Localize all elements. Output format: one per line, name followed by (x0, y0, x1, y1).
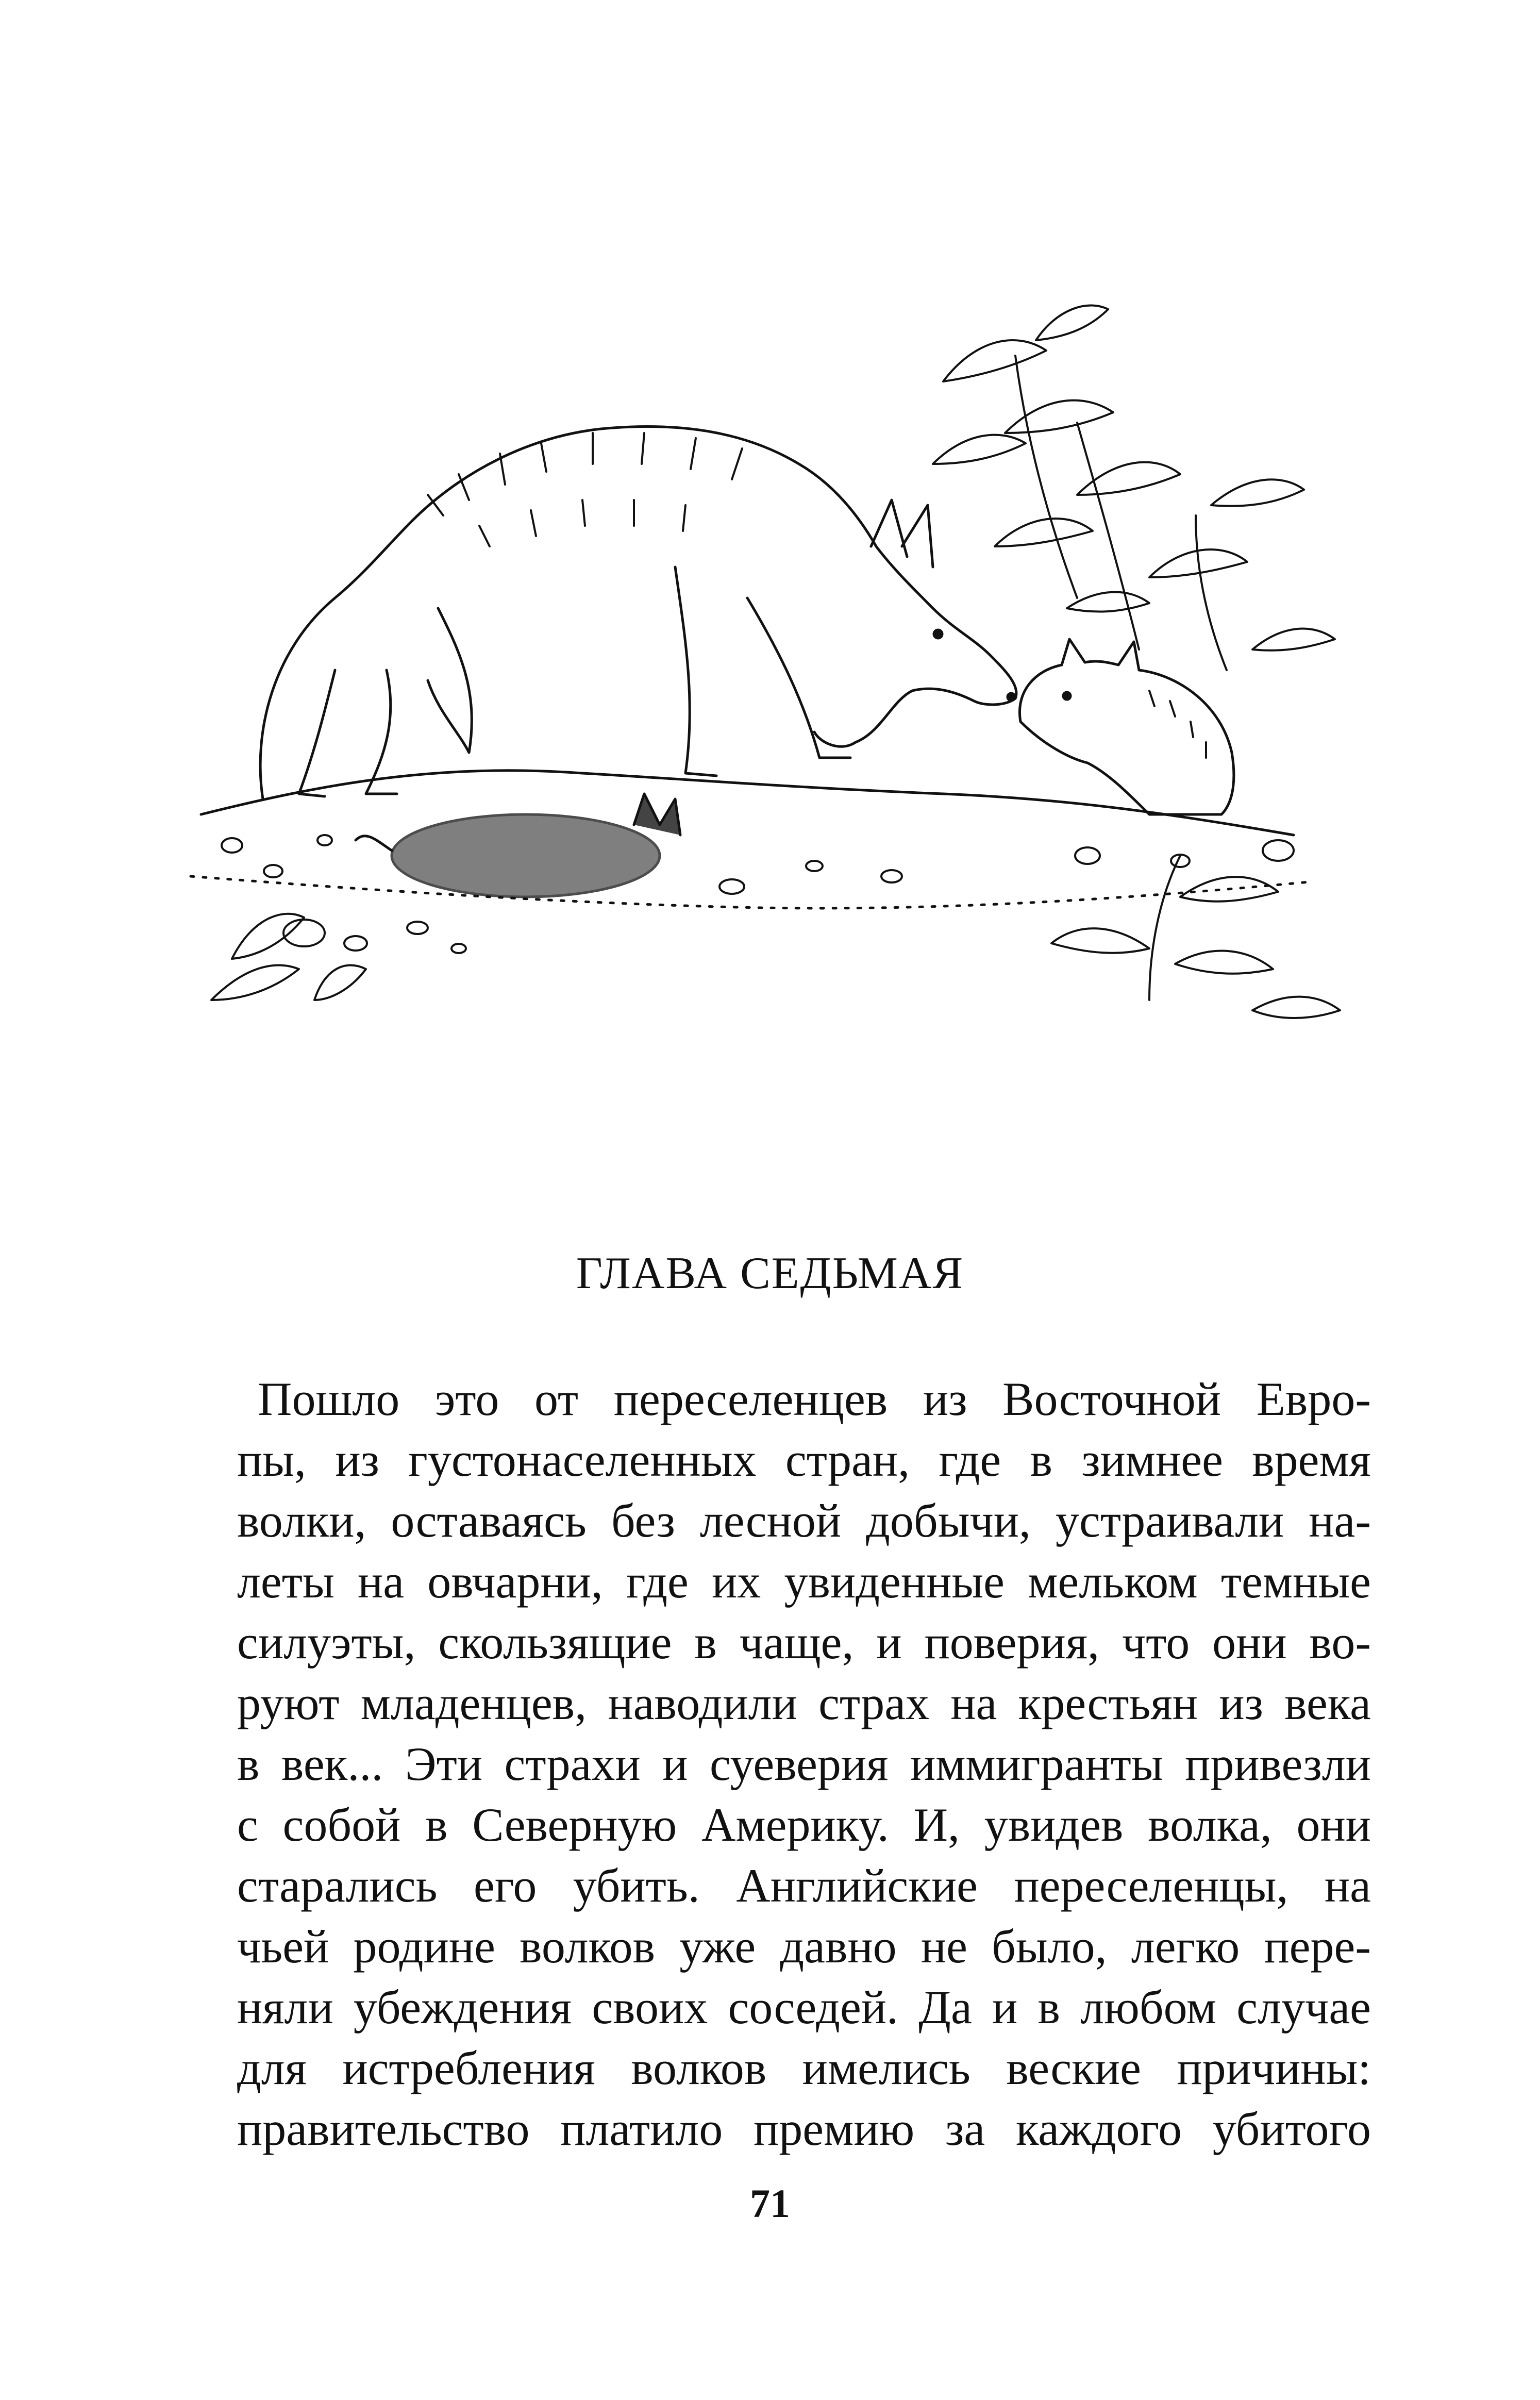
text-line: волки, оставаясь без лесной добычи, устраивали на- (237, 1494, 1371, 1547)
ground-mound (201, 771, 1294, 835)
text-line: для истребления волков имелись веские причины: (237, 2042, 1371, 2094)
page-number: 71 (750, 2181, 790, 2226)
text-line: руют младенцев, наводили страх на крестьян из века (237, 1677, 1371, 1729)
bush-leaves (933, 306, 1335, 671)
bottom-left-plant (211, 914, 366, 1000)
text-line: няли убеждения своих соседей. Да и в любом случае (237, 1981, 1371, 2034)
cub-left-lying (356, 794, 680, 897)
text-line: Пошло это от переселенцев из Восточной Евро- (258, 1373, 1371, 1425)
wolf-illustration (170, 278, 1366, 1072)
text-line: с собой в Северную Америку. И, увидев волка, они (237, 1798, 1371, 1851)
chapter-title: ГЛАВА СЕДЬМАЯ (576, 1248, 964, 1298)
text-line: силуэты, скользящие в чаще, и поверия, что они во- (237, 1616, 1371, 1669)
text-line: правительство платило премию за каждого убитого (237, 2103, 1371, 2155)
wolf-outline (260, 427, 1016, 799)
text-line: чьей родине волков уже давно не было, легко пере- (237, 1920, 1371, 1973)
text-line: пы, из густонаселенных стран, где в зимнее время (237, 1434, 1371, 1486)
text-line: леты на овчарни, где их увиденные мельком темные (237, 1555, 1371, 1608)
cub-right-outline (1019, 639, 1233, 814)
text-line: старались его убить. Английские переселенцы, на (237, 1859, 1371, 1912)
pebbles (222, 835, 1294, 953)
text-line: в век... Эти страхи и суеверия иммигранты привезли (237, 1738, 1371, 1790)
bottom-plant (1051, 856, 1340, 1018)
body-text (237, 1369, 1371, 2159)
